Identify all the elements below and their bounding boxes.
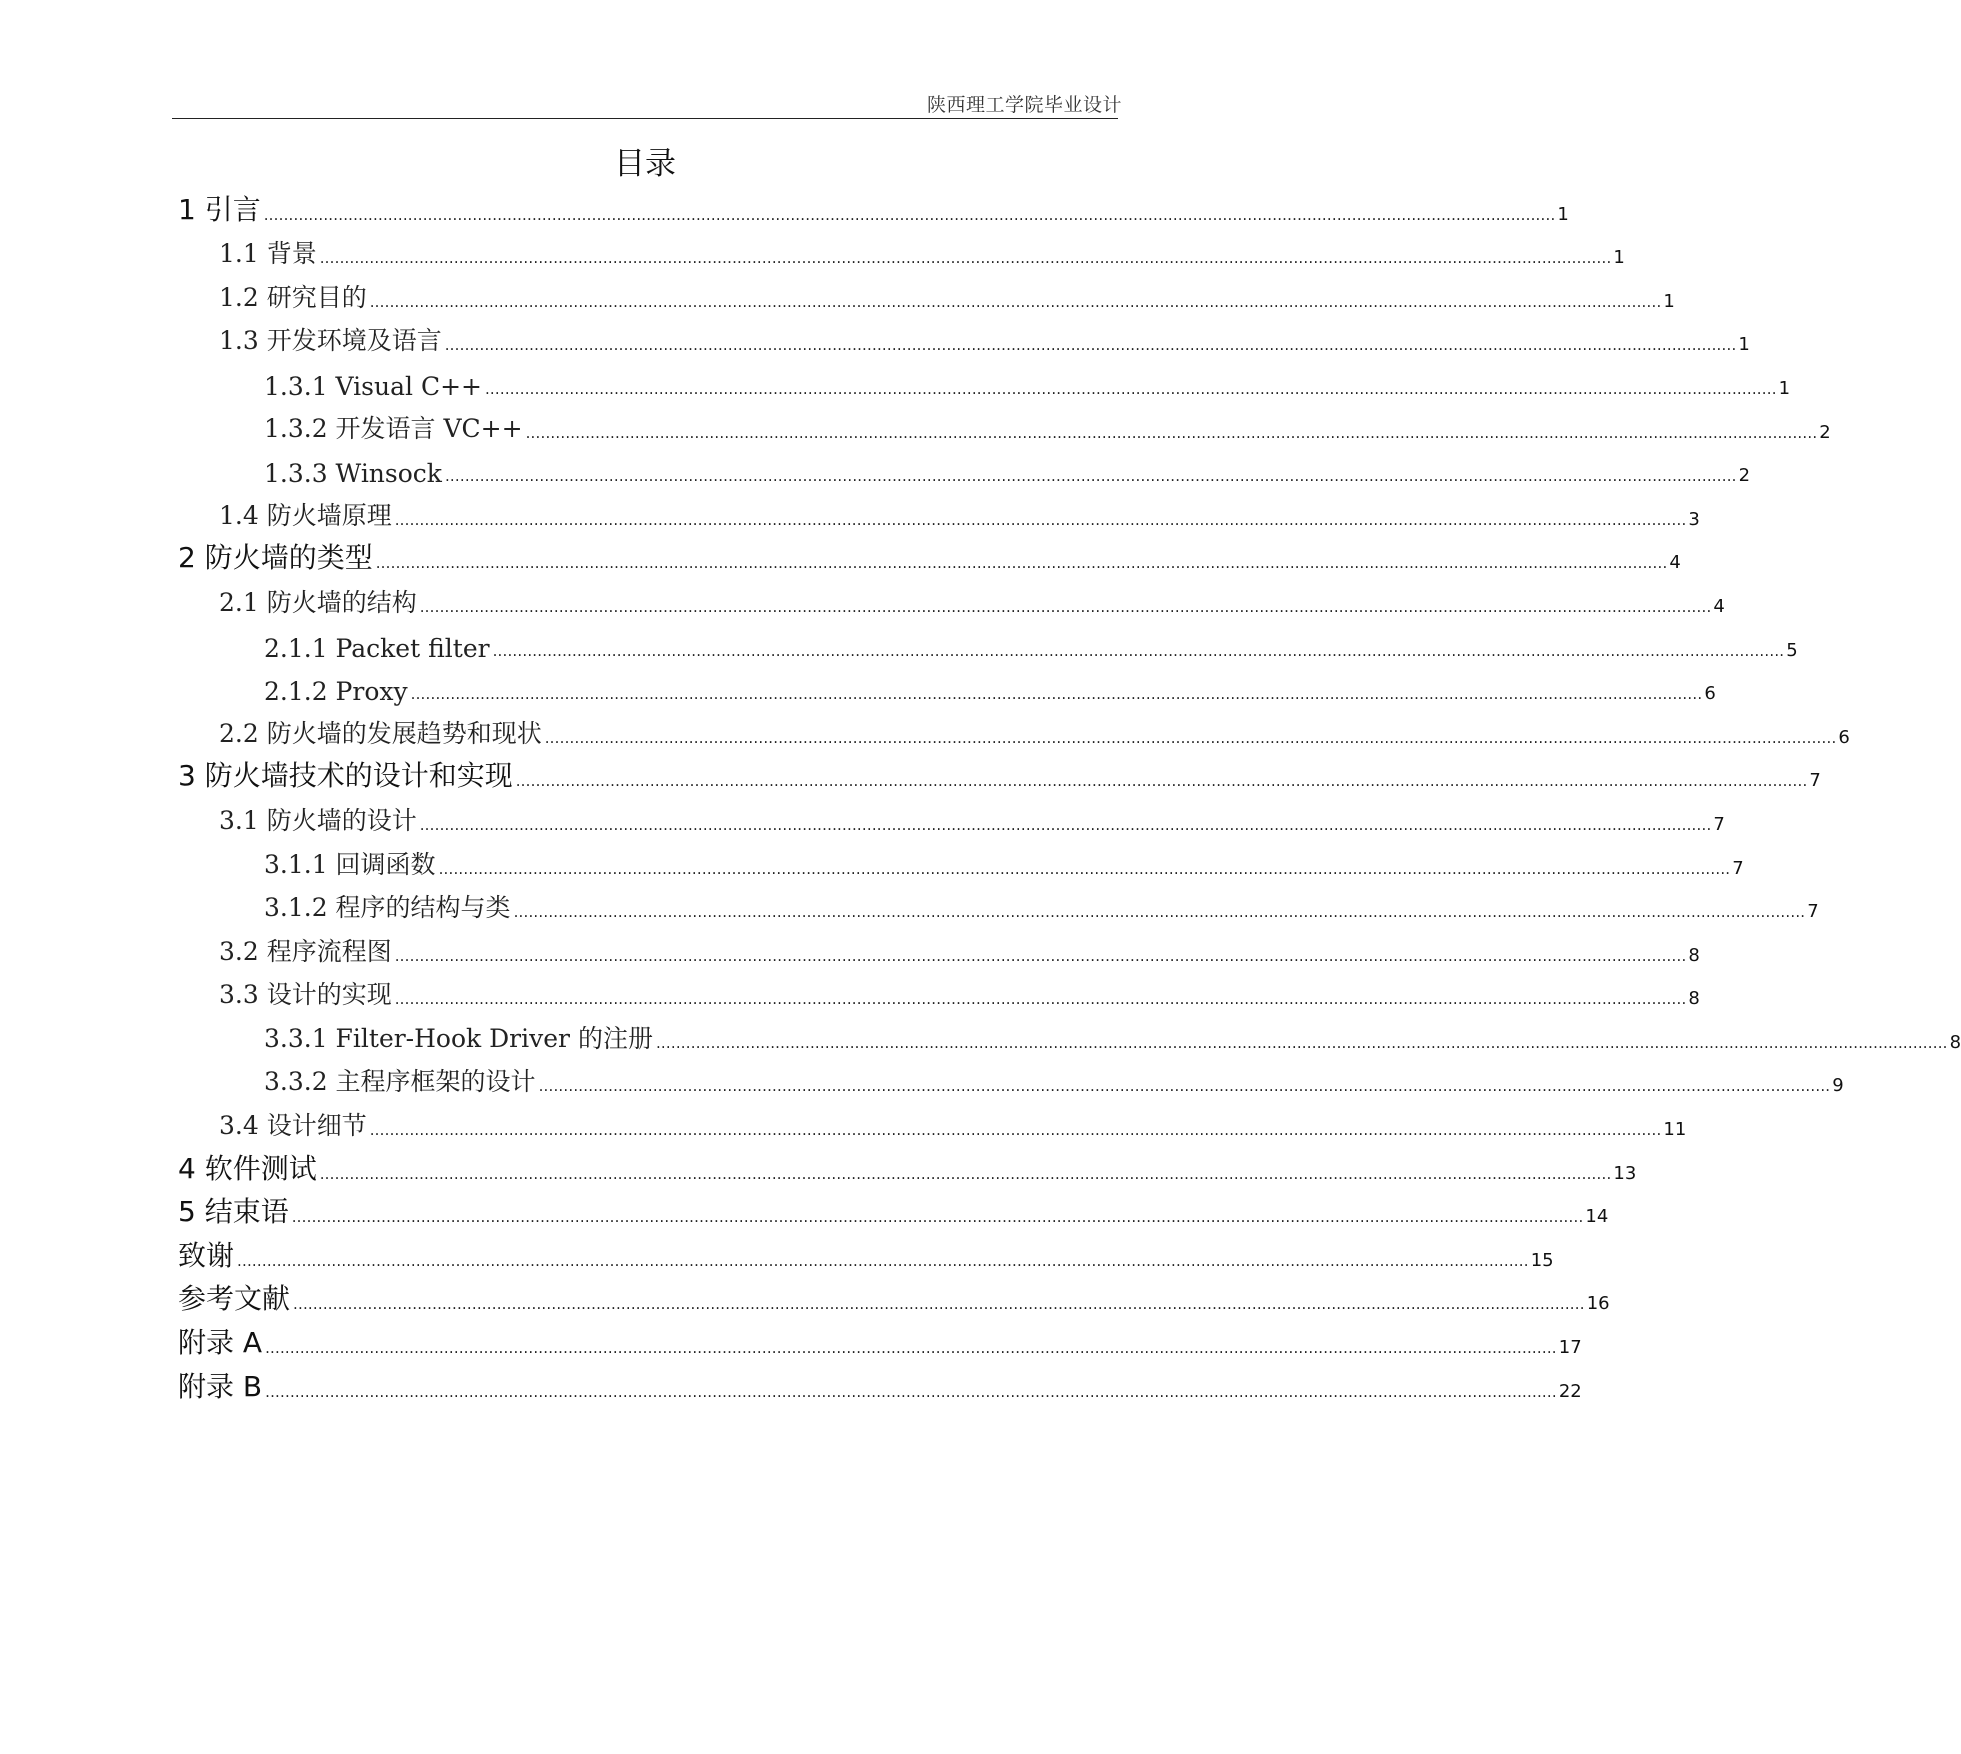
toc-title: 目录: [614, 146, 676, 182]
dot-leader: ....................................................................................................................................................................................................................................................................: [444, 467, 1737, 486]
toc-entry[interactable]: [178, 1057, 1844, 1101]
toc-entry[interactable]: [178, 577, 1725, 621]
toc-entry-page-number: 7: [1809, 770, 1821, 792]
toc-entry-label: 2.1.1 Packet filter: [264, 633, 490, 663]
dot-leader: ....................................................................................................................................................................................................................................................................: [265, 1339, 1557, 1358]
toc-entry-label: 2.2 防火墙的发展趋势和现状: [219, 718, 542, 748]
toc-entry[interactable]: [178, 1362, 1582, 1406]
dot-leader: ....................................................................................................................................................................................................................................................................: [419, 815, 1712, 834]
toc-entry[interactable]: [178, 272, 1675, 316]
toc-entry[interactable]: [178, 1013, 1961, 1057]
dot-leader: ....................................................................................................................................................................................................................................................................: [410, 685, 1703, 704]
dot-leader: ....................................................................................................................................................................................................................................................................: [263, 205, 1556, 224]
dot-leader: ....................................................................................................................................................................................................................................................................: [237, 1251, 1529, 1270]
toc-entry-label: 1.2 研究目的: [219, 282, 367, 312]
toc-entry-label: 1.4 防火墙原理: [219, 500, 392, 530]
toc-entry-label: 2 防火墙的类型: [178, 541, 373, 575]
toc-entry-label: 3.2 程序流程图: [219, 936, 392, 966]
toc-entry-label: 1.3.1 Visual C++: [264, 371, 482, 401]
table-of-contents: [178, 185, 1961, 1406]
dot-leader: ....................................................................................................................................................................................................................................................................: [419, 597, 1712, 616]
toc-entry[interactable]: [178, 795, 1725, 839]
toc-entry[interactable]: [178, 621, 1798, 665]
toc-entry[interactable]: [178, 403, 1831, 447]
dot-leader: ....................................................................................................................................................................................................................................................................: [375, 554, 1668, 573]
toc-entry-page-number: 22: [1558, 1380, 1582, 1402]
toc-entry-page-number: 1: [1738, 334, 1750, 356]
dot-leader: ....................................................................................................................................................................................................................................................................: [655, 1033, 1948, 1052]
toc-entry-page-number: 1: [1663, 290, 1675, 312]
toc-entry-page-number: 9: [1832, 1075, 1844, 1097]
toc-entry-page-number: 1: [1778, 377, 1791, 399]
toc-entry-page-number: 7: [1807, 901, 1819, 923]
toc-entry-page-number: 3: [1688, 508, 1700, 530]
toc-entry-label: 参考文献: [178, 1282, 291, 1316]
toc-entry[interactable]: [178, 1188, 1609, 1232]
toc-entry[interactable]: [178, 1144, 1637, 1188]
toc-entry-page-number: 15: [1530, 1249, 1554, 1271]
toc-entry[interactable]: [178, 490, 1700, 534]
toc-entry-page-number: 17: [1558, 1337, 1582, 1359]
toc-entry-page-number: 4: [1713, 595, 1725, 617]
toc-entry-page-number: 6: [1704, 683, 1716, 705]
toc-entry-label: 4 软件测试: [178, 1151, 317, 1185]
header-rule: [172, 118, 1118, 119]
dot-leader: ....................................................................................................................................................................................................................................................................: [538, 1077, 1831, 1096]
toc-entry-label: 3.3 设计的实现: [219, 980, 392, 1010]
dot-leader: ....................................................................................................................................................................................................................................................................: [394, 946, 1687, 965]
dot-leader: ....................................................................................................................................................................................................................................................................: [525, 423, 1818, 442]
toc-entry-label: 3.3.2 主程序框架的设计: [264, 1067, 536, 1097]
dot-leader: ....................................................................................................................................................................................................................................................................: [291, 1208, 1584, 1227]
dot-leader: ....................................................................................................................................................................................................................................................................: [319, 1164, 1612, 1183]
toc-entry-page-number: 13: [1613, 1162, 1637, 1184]
toc-entry-label: 1 引言: [178, 192, 261, 226]
toc-entry-label: 1.3.3 Winsock: [264, 459, 442, 489]
dot-leader: ....................................................................................................................................................................................................................................................................: [444, 336, 1737, 355]
toc-entry[interactable]: [178, 229, 1625, 273]
toc-entry-label: 附录 B: [178, 1369, 263, 1403]
toc-entry-page-number: 8: [1688, 944, 1700, 966]
toc-entry-page-number: 16: [1586, 1293, 1610, 1315]
toc-entry-page-number: 1: [1613, 247, 1625, 269]
dot-leader: ....................................................................................................................................................................................................................................................................: [369, 292, 1662, 311]
toc-entry-page-number: 14: [1585, 1206, 1609, 1228]
dot-leader: ....................................................................................................................................................................................................................................................................: [492, 641, 1785, 660]
toc-entry-page-number: 11: [1663, 1119, 1687, 1141]
toc-entry-page-number: 7: [1713, 813, 1725, 835]
toc-entry-page-number: 2: [1738, 465, 1751, 487]
toc-entry[interactable]: [178, 1100, 1687, 1144]
toc-entry-label: 5 结束语: [178, 1195, 289, 1229]
dot-leader: ....................................................................................................................................................................................................................................................................: [265, 1382, 1557, 1401]
toc-entry-page-number: 7: [1732, 857, 1744, 879]
toc-entry-label: 1.1 背景: [219, 239, 317, 269]
dot-leader: ....................................................................................................................................................................................................................................................................: [544, 728, 1837, 747]
toc-entry-label: 2.1.2 Proxy: [264, 677, 408, 707]
toc-entry[interactable]: [178, 185, 1569, 229]
dot-leader: ....................................................................................................................................................................................................................................................................: [438, 859, 1731, 878]
toc-entry-label: 3.4 设计细节: [219, 1111, 367, 1141]
toc-entry-label: 3.1 防火墙的设计: [219, 805, 417, 835]
toc-entry-label: 3 防火墙技术的设计和实现: [178, 759, 513, 793]
toc-entry[interactable]: [178, 926, 1700, 970]
toc-entry-label: 3.1.1 回调函数: [264, 849, 436, 879]
dot-leader: ....................................................................................................................................................................................................................................................................: [394, 510, 1687, 529]
toc-entry-page-number: 6: [1838, 726, 1850, 748]
toc-entry[interactable]: [178, 316, 1750, 360]
toc-entry[interactable]: [178, 970, 1700, 1014]
toc-entry[interactable]: [178, 1275, 1610, 1319]
dot-leader: ....................................................................................................................................................................................................................................................................: [369, 1121, 1662, 1140]
toc-entry[interactable]: [178, 752, 1821, 796]
toc-entry-page-number: 5: [1786, 639, 1798, 661]
dot-leader: ....................................................................................................................................................................................................................................................................: [515, 772, 1808, 791]
running-header: 陕西理工学院毕业设计: [926, 94, 1122, 116]
toc-entry-label: 致谢: [178, 1238, 235, 1272]
dot-leader: ....................................................................................................................................................................................................................................................................: [319, 249, 1612, 268]
toc-entry-label: 3.3.1 Filter-Hook Driver 的注册: [264, 1023, 653, 1053]
toc-entry[interactable]: [178, 447, 1751, 491]
toc-entry-label: 1.3 开发环境及语言: [219, 326, 442, 356]
toc-entry-label: 附录 A: [178, 1326, 263, 1360]
toc-entry[interactable]: [178, 1318, 1582, 1362]
dot-leader: ....................................................................................................................................................................................................................................................................: [394, 990, 1687, 1009]
toc-entry-page-number: 1: [1557, 203, 1569, 225]
toc-entry[interactable]: [178, 534, 1681, 578]
toc-entry[interactable]: [178, 665, 1716, 709]
toc-entry-page-number: 2: [1819, 421, 1831, 443]
toc-entry[interactable]: [178, 839, 1744, 883]
toc-entry[interactable]: [178, 1231, 1554, 1275]
toc-entry-label: 2.1 防火墙的结构: [219, 587, 417, 617]
toc-entry[interactable]: [178, 708, 1850, 752]
dot-leader: ....................................................................................................................................................................................................................................................................: [293, 1295, 1585, 1314]
dot-leader: ....................................................................................................................................................................................................................................................................: [484, 379, 1777, 398]
toc-entry[interactable]: [178, 883, 1819, 927]
toc-entry-label: 1.3.2 开发语言 VC++: [264, 413, 523, 443]
toc-entry-page-number: 8: [1688, 988, 1700, 1010]
toc-entry-page-number: 8: [1949, 1031, 1961, 1053]
dot-leader: ....................................................................................................................................................................................................................................................................: [513, 903, 1806, 922]
toc-entry-label: 3.1.2 程序的结构与类: [264, 893, 511, 923]
toc-entry[interactable]: [178, 359, 1791, 403]
toc-entry-page-number: 4: [1669, 552, 1681, 574]
